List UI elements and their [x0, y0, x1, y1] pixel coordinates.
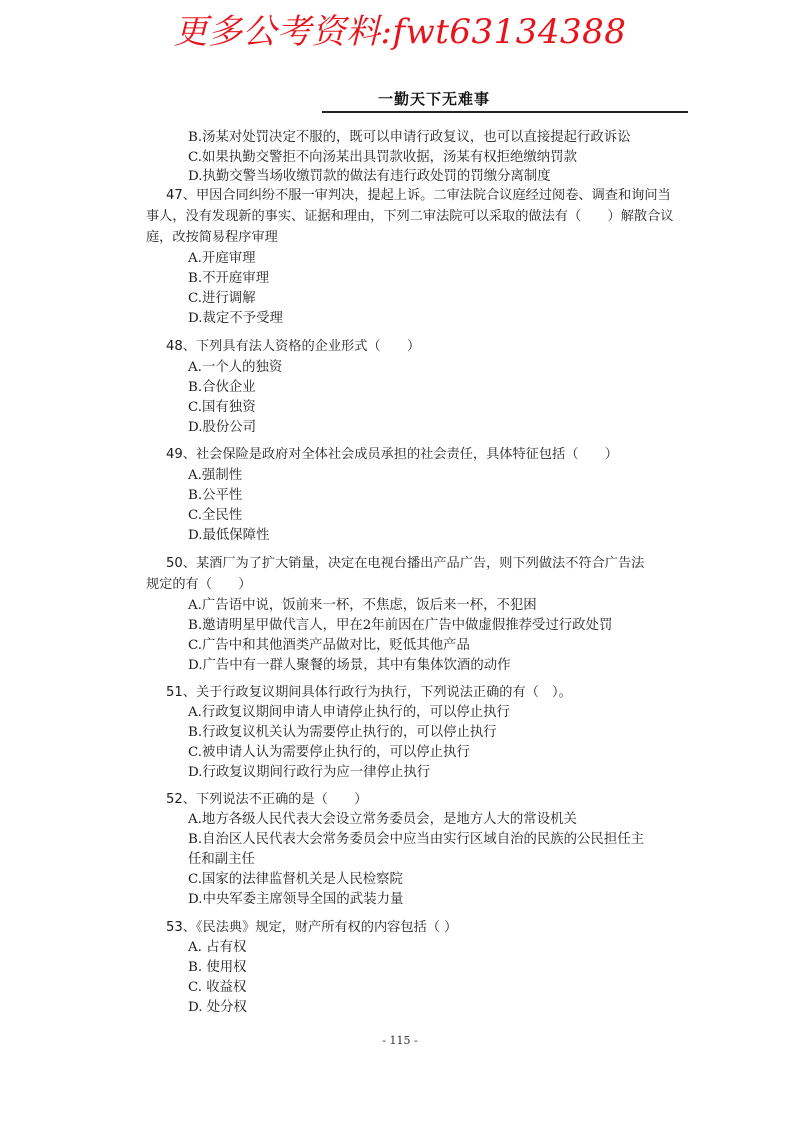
option-49-d: D.最低保障性 — [188, 528, 270, 543]
option-47-a: A.开庭审理 — [188, 251, 256, 266]
option-50-b: B.邀请明星甲做代言人，甲在2年前因在广告中做虚假推荐受过行政处罚 — [188, 618, 613, 633]
option-47-c: C.进行调解 — [188, 291, 256, 306]
question-50-line-1: 50、某酒厂为了扩大销量，决定在电视台播出产品广告，则下列做法不符合广告法 — [166, 556, 645, 571]
watermark-text: 更多公考资料:fwt63134388 — [173, 12, 627, 52]
option-47-d: D.裁定不予受理 — [188, 311, 283, 326]
page-number: - 115 - — [382, 1034, 418, 1047]
option-48-b: B.合伙企业 — [188, 380, 256, 395]
option-53-b: B. 使用权 — [188, 960, 247, 975]
question-47-line-2: 事人，没有发现新的事实、证据和理由，下列二审法院可以采取的做法有（ ）解散合议 — [146, 209, 674, 224]
option-52-d: D.中央军委主席领导全国的武装力量 — [188, 892, 404, 907]
option-49-a: A.强制性 — [188, 468, 243, 483]
option-46-c: C.如果执勤交警拒不向汤某出具罚款收据，汤某有权拒绝缴纳罚款 — [188, 150, 577, 165]
option-48-d: D.股份公司 — [188, 420, 257, 435]
option-50-a: A.广告语中说，饭前来一杯，不焦虑，饭后来一杯，不犯困 — [188, 598, 537, 613]
question-53: 53、《民法典》规定，财产所有权的内容包括（ ） — [166, 920, 458, 935]
question-48: 48、下列具有法人资格的企业形式（ ） — [166, 339, 421, 354]
option-53-d: D. 处分权 — [188, 1000, 247, 1015]
question-47-line-3: 庭，改按简易程序审理 — [146, 230, 278, 245]
option-46-b: B.汤某对处罚决定不服的，既可以申请行政复议，也可以直接提起行政诉讼 — [188, 130, 631, 145]
option-53-c: C. 收益权 — [188, 980, 247, 995]
option-51-a: A.行政复议期间申请人申请停止执行的，可以停止执行 — [188, 705, 510, 720]
option-53-a: A. 占有权 — [188, 940, 247, 955]
question-52: 52、下列说法不正确的是（ ） — [166, 792, 368, 807]
option-52-b-line-2: 任和副主任 — [188, 852, 255, 867]
option-50-d: D.广告中有一群人聚餐的场景，其中有集体饮酒的动作 — [188, 658, 511, 673]
option-49-b: B.公平性 — [188, 488, 243, 503]
question-49: 49、社会保险是政府对全体社会成员承担的社会责任，具体特征包括（ ） — [166, 447, 618, 462]
option-51-c: C.被申请人认为需要停止执行的，可以停止执行 — [188, 745, 470, 760]
question-51: 51、关于行政复议期间具体行政行为执行，下列说法正确的有（ ）。 — [166, 685, 572, 700]
option-47-b: B.不开庭审理 — [188, 271, 270, 286]
option-46-d: D.执勤交警当场收缴罚款的做法有违行政处罚的罚缴分离制度 — [188, 169, 551, 184]
option-49-c: C.全民性 — [188, 508, 243, 523]
question-50-line-2: 规定的有（ ） — [146, 577, 252, 592]
option-52-c: C.国家的法律监督机关是人民检察院 — [188, 872, 403, 887]
option-52-b-line-1: B.自治区人民代表大会常务委员会中应当由实行区域自治的民族的公民担任主 — [188, 832, 644, 847]
option-52-a: A.地方各级人民代表大会设立常务委员会，是地方人大的常设机关 — [188, 812, 577, 827]
question-47-line-1: 47、甲因合同纠纷不服一审判决，提起上诉。二审法院合议庭经过阅卷、调查和询问当 — [166, 188, 671, 203]
header-motto: 一勤天下无难事 — [378, 90, 491, 108]
option-50-c: C.广告中和其他酒类产品做对比，贬低其他产品 — [188, 638, 470, 653]
header-rule — [322, 111, 688, 113]
option-51-b: B.行政复议机关认为需要停止执行的，可以停止执行 — [188, 725, 497, 740]
option-51-d: D.行政复议期间行政行为应一律停止执行 — [188, 765, 431, 780]
option-48-c: C.国有独资 — [188, 400, 256, 415]
option-48-a: A.一个人的独资 — [188, 360, 283, 375]
